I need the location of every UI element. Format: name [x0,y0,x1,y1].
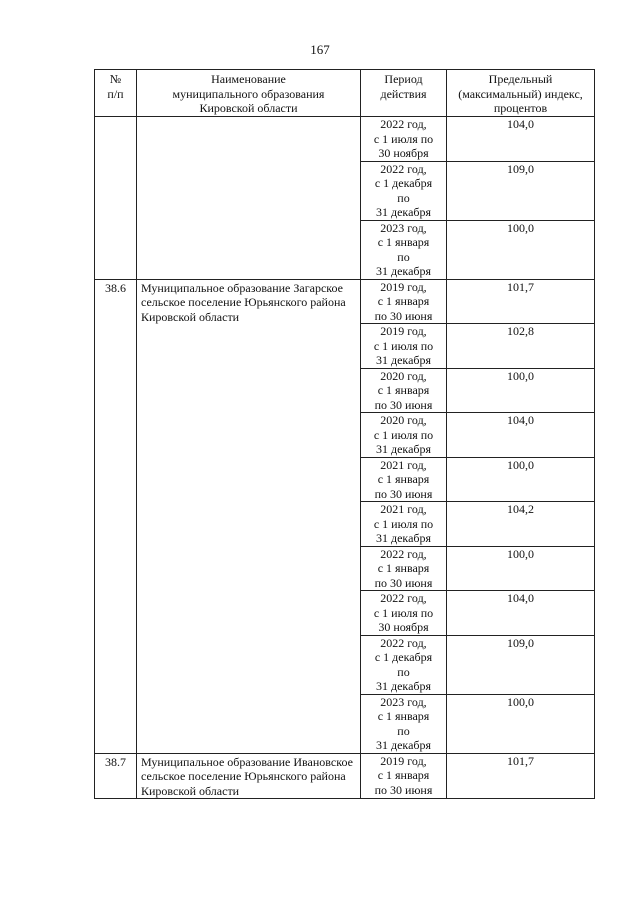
period-cell: 2022 год, с 1 декабря по 31 декабря [361,635,447,694]
index-cell: 102,8 [447,324,595,369]
table-row [95,753,595,799]
index-cell: 109,0 [447,635,595,694]
page-number: 167 [310,42,330,57]
period-cell: 2019 год, с 1 июля по 31 декабря [361,324,447,369]
municipality-name [137,117,361,280]
header-municipality [137,70,361,117]
index-cell: 101,7 [447,279,595,324]
header-period-text: Период действия [380,72,427,101]
table-header-row [95,70,595,117]
header-municipality-text: Наименование муниципального образования Кировской области [172,72,325,115]
row-number: 38.6 [95,279,137,753]
header-index [447,70,595,117]
index-cell: 100,0 [447,220,595,279]
table-row [95,279,595,324]
row-number: 38.7 [95,753,137,799]
period-cell: 2021 год, с 1 января по 30 июня [361,457,447,502]
period-cell: 2022 год, с 1 июля по 30 ноября [361,591,447,636]
index-cell: 104,2 [447,502,595,547]
index-cell: 104,0 [447,117,595,162]
period-cell: 2022 год, с 1 января по 30 июня [361,546,447,591]
row-number [95,117,137,280]
period-cell: 2023 год, с 1 января по 31 декабря [361,220,447,279]
index-cell: 109,0 [447,161,595,220]
header-index-text: Предельный (максимальный) индекс, процентов [458,72,583,115]
index-cell: 100,0 [447,694,595,753]
header-number [95,70,137,117]
index-cell: 100,0 [447,546,595,591]
municipality-name: Муниципальное образование Ивановское сельское поселение Юрьянского района Кировской области [137,753,361,799]
period-cell: 2020 год, с 1 июля по 31 декабря [361,413,447,458]
header-period [361,70,447,117]
municipality-name: Муниципальное образование Загарское сельское поселение Юрьянского района Кировской области [137,279,361,753]
index-cell: 100,0 [447,368,595,413]
period-cell: 2021 год, с 1 июля по 31 декабря [361,502,447,547]
tariff-index-table [94,69,595,799]
period-cell: 2019 год, с 1 января по 30 июня [361,279,447,324]
period-cell: 2023 год, с 1 января по 31 декабря [361,694,447,753]
period-cell: 2022 год, с 1 июля по 30 ноября [361,117,447,162]
table-body [95,117,595,799]
index-cell: 104,0 [447,591,595,636]
index-cell: 100,0 [447,457,595,502]
table-row [95,117,595,162]
period-cell: 2019 год, с 1 января по 30 июня [361,753,447,799]
period-cell: 2020 год, с 1 января по 30 июня [361,368,447,413]
period-cell: 2022 год, с 1 декабря по 31 декабря [361,161,447,220]
header-number-text: № п/п [107,72,124,101]
index-cell: 101,7 [447,753,595,799]
index-cell: 104,0 [447,413,595,458]
